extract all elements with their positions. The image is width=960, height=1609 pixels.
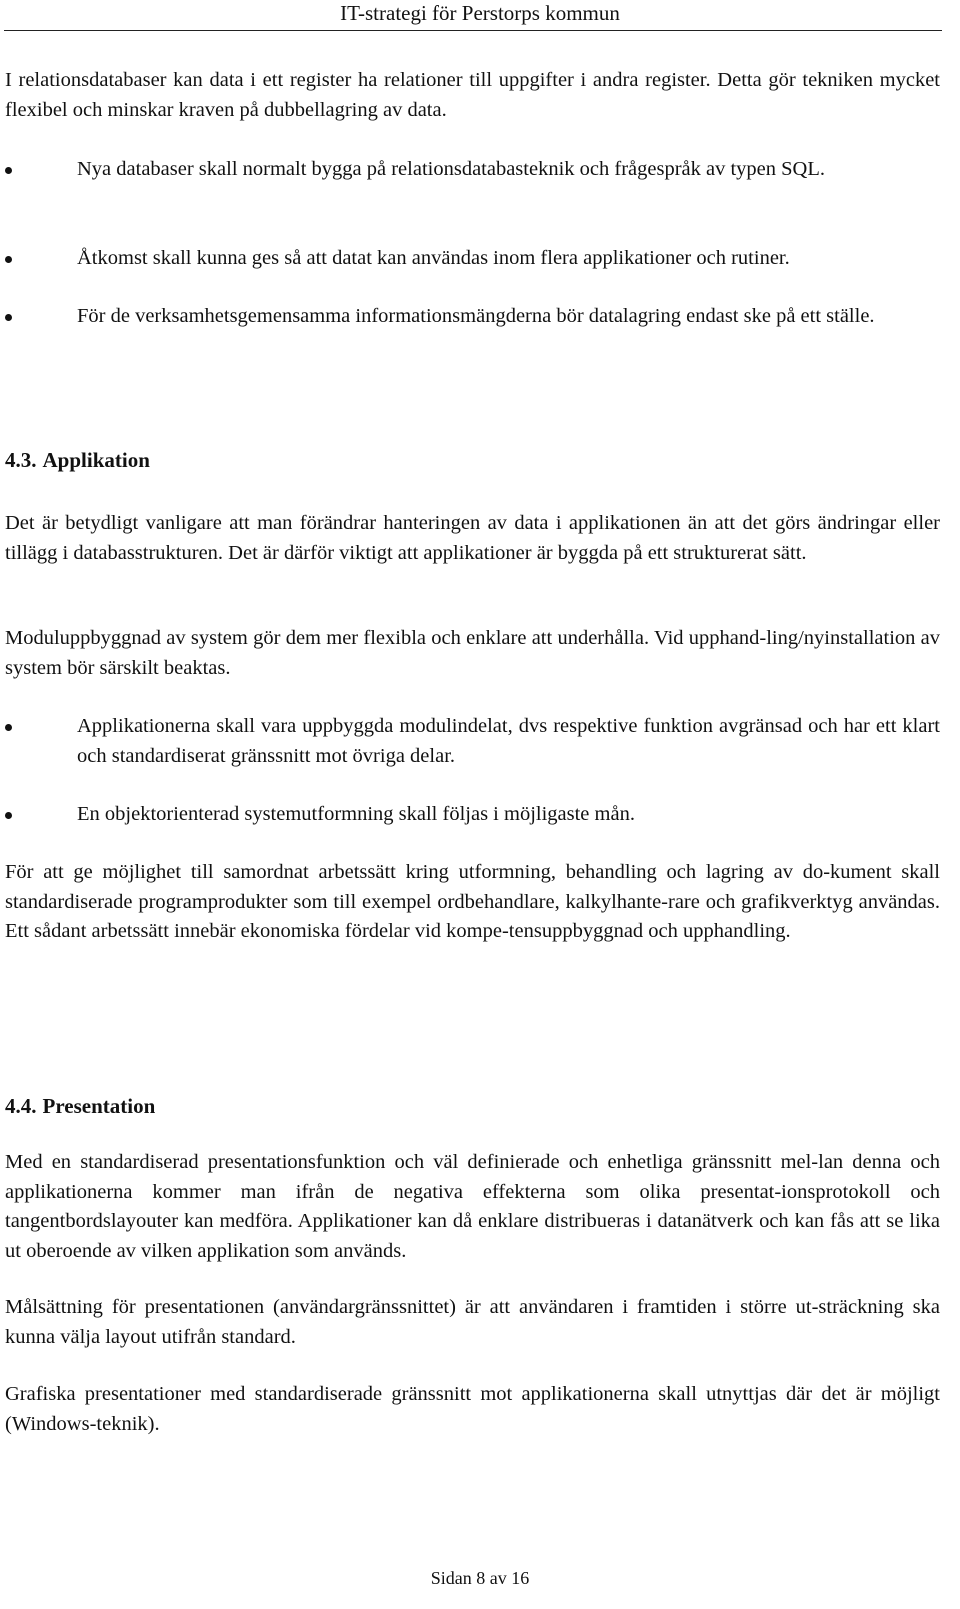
paragraph-presentation-function: Med en standardiserad presentationsfunktion och väl definierade och enhetliga gränssnitt mel-lan denna och applikationerna kommer man ifrån de negativa effekterna som olika presentat-ionsprotokoll och tangentbordslayouter kan medföra. Applikationer kan då enklare distribueras i datanätverk och kan fås att se lika ut oberoende av vilken applikation som används. (5, 1151, 940, 1262)
page-footer (0, 1566, 960, 1590)
page-number: Sidan 8 av 16 (430, 1568, 530, 1588)
paragraph-ui-goal: Målsättning för presentationen (användargränssnittet) är att användaren i framtiden i större ut-sträckning ska kunna välja layout utifrån standard. (5, 1296, 940, 1348)
paragraph-graphical-presentations: Grafiska presentationer med standardiserade gränssnitt mot applikationerna skall utnyttjas där det är möjligt (Windows-teknik). (5, 1383, 940, 1435)
document-title: IT-strategi för Perstorps kommun (340, 1, 620, 25)
bullet-text: Åtkomst skall kunna ges så att datat kan användas inom flera applikationer och rutiner. (77, 247, 790, 269)
section-number: 4.3. (5, 448, 37, 472)
section-title: Applikation (42, 448, 150, 472)
bullet-icon (5, 314, 12, 321)
bullet-text: Nya databaser skall normalt bygga på relationsdatabasteknik och frågespråk av typen SQL. (77, 158, 825, 180)
paragraph-application-changes: Det är betydligt vanligare att man förändrar hanteringen av data i applikationen än att det görs ändringar eller tillägg i databasstrukturen. Det är därför viktigt att applikationer är byggda på ett strukturerat sätt. (5, 512, 940, 564)
section-heading-applikation (5, 446, 150, 474)
section-heading-presentation (5, 1092, 155, 1120)
paragraph-modular-build: Moduluppbyggnad av system gör dem mer flexibla och enklare att underhålla. Vid upphand-ling/nyinstallation av system bör särskilt beaktas. (5, 627, 940, 679)
bullet-icon (5, 724, 12, 731)
bullet-text: Applikationerna skall vara uppbyggda modulindelat, dvs respektive funktion avgränsad och har ett klart och standardiserat gränssnitt mot övriga delar. (77, 715, 940, 767)
bullet-text: För de verksamhetsgemensamma informationsmängderna bör datalagring endast ske på ett ställe. (77, 305, 875, 327)
bullet-icon (5, 256, 12, 263)
header-divider (4, 30, 942, 31)
paragraph-standard-software: För att ge möjlighet till samordnat arbetssätt kring utformning, behandling och lagring av do-kument skall standardiserade programprodukter som till exempel ordbehandlare, kalkylhante-rare och grafikverktyg användas. Ett sådant arbetssätt innebär ekonomiska fördelar vid kompe-tensuppbyggnad och upphandling. (5, 861, 940, 942)
bullet-icon (5, 167, 12, 174)
paragraph-relational-databases: I relationsdatabaser kan data i ett register ha relationer till uppgifter i andra register. Detta gör tekniken mycket flexibel och minskar kraven på dubbellagring av data. (5, 69, 940, 121)
section-number: 4.4. (5, 1094, 37, 1118)
bullet-text: En objektorienterad systemutformning skall följas i möjligaste mån. (77, 803, 635, 825)
bullet-icon (5, 812, 12, 819)
section-title: Presentation (42, 1094, 156, 1118)
